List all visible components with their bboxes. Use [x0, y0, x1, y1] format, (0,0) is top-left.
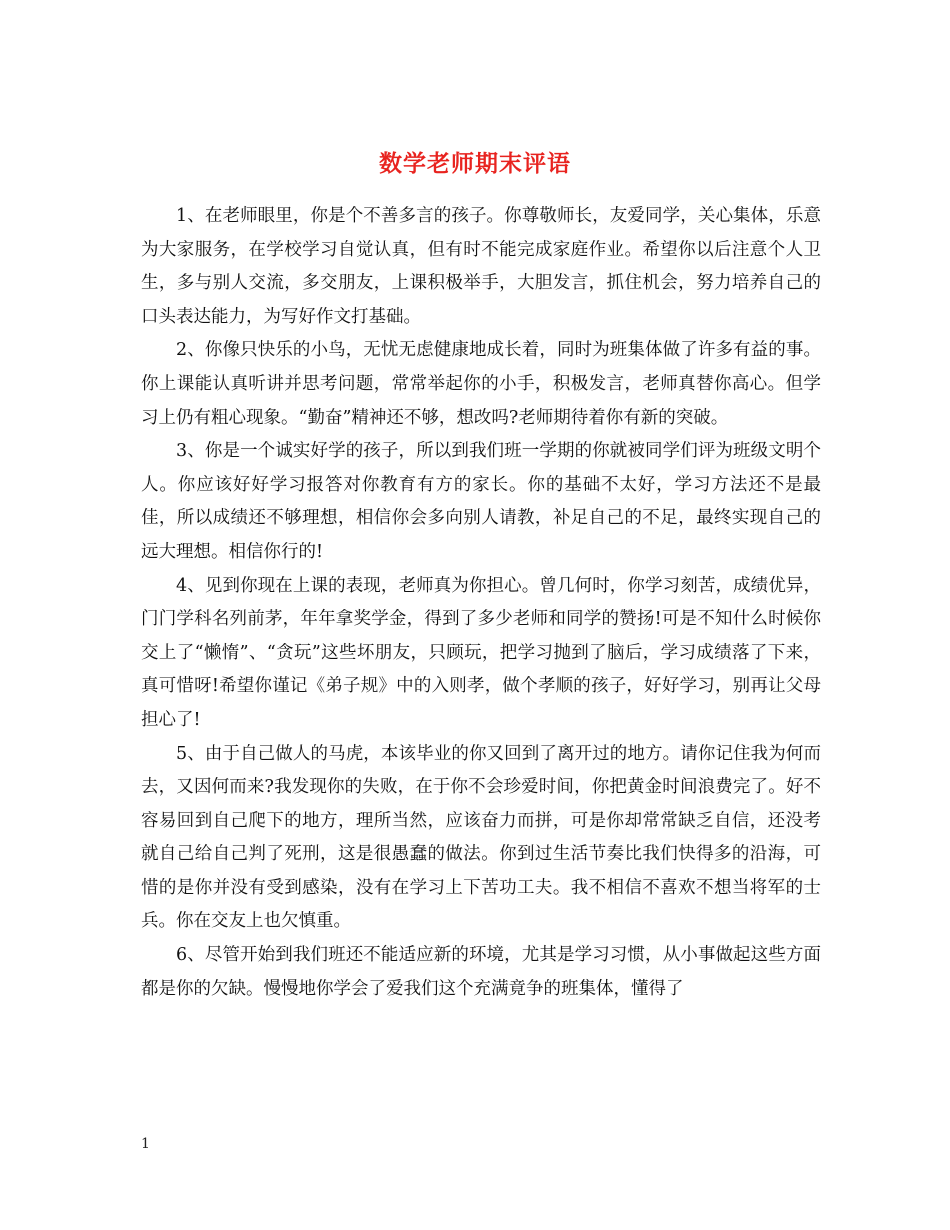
paragraph-5: 5、由于自己做人的马虎，本该毕业的你又回到了离开过的地方。请你记住我为何而去，又因何而来?我发现你的失败，在于你不会珍爱时间，你把黄金时间浪费完了。好不容易回到自己爬下的地方，理所当然，应该奋力而拼，可是你却常常缺乏自信，还没考就自己给自己判了死刑，这是很愚蠢的做法。你到过生活节奏比我们快得多的沿海，可惜的是你并没有受到感染，没有在学习上下苦功工夫。我不相信不喜欢不想当将军的士兵。你在交友上也欠慎重。	[141, 743, 821, 932]
document-body	[141, 200, 821, 1006]
page-title: 数学老师期末评语	[379, 150, 571, 178]
page-number: 1	[141, 1136, 150, 1152]
paragraph-4: 4、见到你现在上课的表现，老师真为你担心。曾几何时，你学习刻苦，成绩优异，门门学科名列前茅，年年拿奖学金，得到了多少老师和同学的赞扬!可是不知什么时候你交上了“懒惰”、“贪玩”这些坏朋友，只顾玩，把学习抛到了脑后，学习成绩落了下来，真可惜呀!希望你谨记《弟子规》中的入则孝，做个孝顺的孩子，好好学习，别再让父母担心了!	[141, 575, 821, 730]
paragraph-2: 2、你像只快乐的小鸟，无忧无虑健康地成长着，同时为班集体做了许多有益的事。你上课能认真听讲并思考问题，常常举起你的小手，积极发言，老师真替你高心。但学习上仍有粗心现象。“勤奋”精神还不够，想改吗?老师期待着你有新的突破。	[141, 340, 821, 428]
paragraph-3: 3、你是一个诚实好学的孩子，所以到我们班一学期的你就被同学们评为班级文明个人。你应该好好学习报答对你教育有方的家长。你的基础不太好，学习方法还不是最佳，所以成绩还不够理想，相信你会多向别人请教，补足自己的不足，最终实现自己的远大理想。相信你行的!	[141, 441, 821, 562]
paragraph-1: 1、在老师眼里，你是个不善多言的孩子。你尊敬师长，友爱同学，关心集体，乐意为大家服务，在学校学习自觉认真，但有时不能完成家庭作业。希望你以后注意个人卫生，多与别人交流，多交朋友，上课积极举手，大胆发言，抓住机会，努力培养自己的口头表达能力，为写好作文打基础。	[141, 206, 821, 327]
paragraph-6: 6、尽管开始到我们班还不能适应新的环境，尤其是学习习惯，从小事做起这些方面都是你的欠缺。慢慢地你学会了爱我们这个充满竟争的班集体，懂得了	[141, 945, 821, 999]
